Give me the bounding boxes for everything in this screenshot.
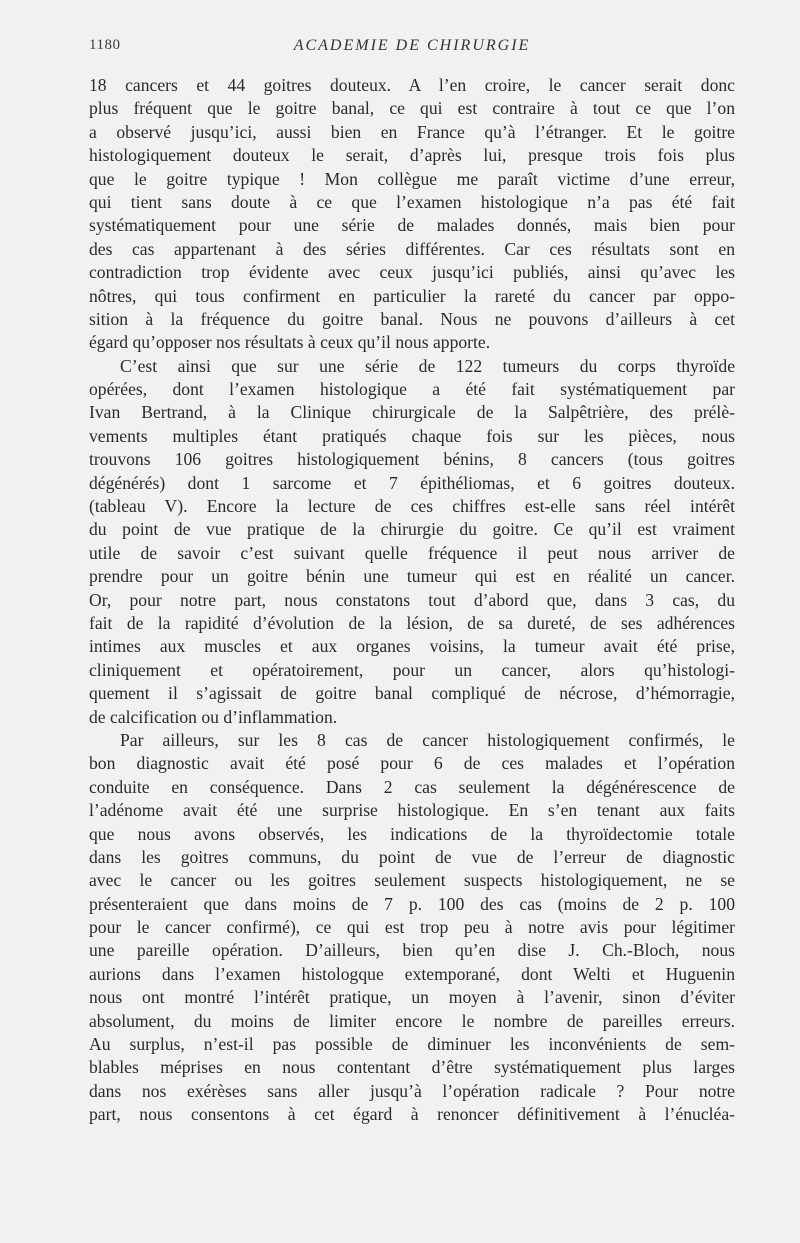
text-line: présenteraient que dans moins de 7 p. 100 des cas (moins de 2 p. 100 xyxy=(89,893,735,914)
text-line: 18 cancers et 44 goitres douteux. A l’en croire, le cancer serait donc xyxy=(89,75,735,95)
text-line: prendre pour un goitre bénin une tumeur qui est en réalité un cancer. xyxy=(89,566,735,587)
text-line: Ivan Bertrand, à la Clinique chirurgicale de la Salpêtrière, des prélè- xyxy=(89,402,735,423)
text-line: que le goitre typique ! Mon collègue me paraît victime d’une erreur, xyxy=(89,168,735,189)
text-line: sition à la fréquence du goitre banal. Nous ne pouvons d’ailleurs à cet xyxy=(89,308,735,329)
text-line: intimes aux muscles et aux organes voisins, la tumeur avait été prise, xyxy=(89,636,735,657)
text-line: nôtres, qui tous confirment en particulier la rareté du cancer par oppo- xyxy=(89,285,735,306)
text-line: trouvons 106 goitres histologiquement bénins, 8 cancers (tous goitres xyxy=(89,449,735,470)
running-title: ACADEMIE DE CHIRURGIE xyxy=(293,37,531,54)
text-line: a observé jusqu’ici, aussi bien en France qu’à l’étranger. Et le goitre xyxy=(89,121,735,142)
text-line: nous ont montré l’intérêt pratique, un moyen à l’avenir, sinon d’éviter xyxy=(89,987,735,1008)
text-line: blables méprises en nous contentant d’être systématiquement plus larges xyxy=(89,1057,735,1078)
text-line: utile de savoir c’est suivant quelle fréquence il peut nous arriver de xyxy=(89,542,735,563)
text-line: une pareille opération. D’ailleurs, bien qu’en dise J. Ch.-Bloch, nous xyxy=(89,940,735,961)
text-line: du point de vue pratique de la chirurgie du goitre. Ce qu’il est vraiment xyxy=(89,519,735,540)
text-line: opérées, dont l’examen histologique a été fait systématiquement par xyxy=(89,379,735,400)
text-line: Or, pour notre part, nous constatons tout d’abord que, dans 3 cas, du xyxy=(89,589,735,610)
text-line: dégénérés) dont 1 sarcome et 7 épithéliomas, et 6 goitres douteux. xyxy=(89,472,735,493)
text-line: l’adénome avait été une surprise histologique. En s’en tenant aux faits xyxy=(89,800,735,821)
text-line: histologiquement douteux le serait, d’après lui, presque trois fois plus xyxy=(89,145,735,166)
text-line: qui tient sans doute à ce que l’examen histologique n’a pas été fait xyxy=(89,191,735,212)
text-line: dans les goitres communs, du point de vue de l’erreur de diagnostic xyxy=(89,846,735,867)
text-line: vements multiples étant pratiqués chaque fois sur les pièces, nous xyxy=(89,425,735,446)
text-line: Au surplus, n’est-il pas possible de diminuer les inconvénients de sem- xyxy=(89,1034,735,1055)
text-line: pour le cancer confirmé), ce qui est trop peu à notre avis pour légitimer xyxy=(89,917,735,938)
text-line: avec le cancer ou les goitres seulement suspects histologiquement, ne se xyxy=(89,870,735,891)
text-line: systématiquement pour une série de malades donnés, mais bien pour xyxy=(89,215,735,236)
text-line: cliniquement et opératoirement, pour un cancer, alors qu’histologi- xyxy=(89,659,735,680)
text-line: (tableau V). Encore la lecture de ces chiffres est-elle sans réel intérêt xyxy=(89,496,735,517)
text-line: dans nos exérèses sans aller jusqu’à l’opération radicale ? Pour notre xyxy=(89,1080,735,1101)
text-line: absolument, du moins de limiter encore le nombre de pareilles erreurs. xyxy=(89,1010,735,1031)
text-line: égard qu’opposer nos résultats à ceux qu’il nous apporte. xyxy=(89,332,491,353)
body-text xyxy=(89,74,735,1127)
text-line: contradiction trop évidente avec ceux jusqu’ici publiés, ainsi qu’avec les xyxy=(89,262,735,283)
page-header xyxy=(89,37,735,61)
text-line: C’est ainsi que sur une série de 122 tumeurs du corps thyroïde xyxy=(120,355,735,376)
text-line: des cas appartenant à des séries différentes. Car ces résultats sont en xyxy=(89,238,735,259)
text-line: que nous avons observés, les indications de la thyroïdectomie totale xyxy=(89,823,735,844)
text-line: plus fréquent que le goitre banal, ce qui est contraire à tout ce que l’on xyxy=(89,98,735,119)
text-line: quement il s’agissait de goitre banal compliqué de nécrose, d’hémorragie, xyxy=(89,683,735,704)
text-line: part, nous consentons à cet égard à renoncer définitivement à l’énucléa- xyxy=(89,1104,735,1125)
text-line: de calcification ou d’inflammation. xyxy=(89,706,338,727)
page-number: 1180 xyxy=(89,37,121,53)
text-line: fait de la rapidité d’évolution de la lésion, de sa dureté, de ses adhérences xyxy=(89,612,735,633)
text-line: bon diagnostic avait été posé pour 6 de ces malades et l’opération xyxy=(89,753,735,774)
text-line: Par ailleurs, sur les 8 cas de cancer histologiquement confirmés, le xyxy=(120,729,735,750)
text-line: aurions dans l’examen histologque extemporané, dont Welti et Huguenin xyxy=(89,963,735,984)
text-line: conduite en conséquence. Dans 2 cas seulement la dégénérescence de xyxy=(89,776,735,797)
